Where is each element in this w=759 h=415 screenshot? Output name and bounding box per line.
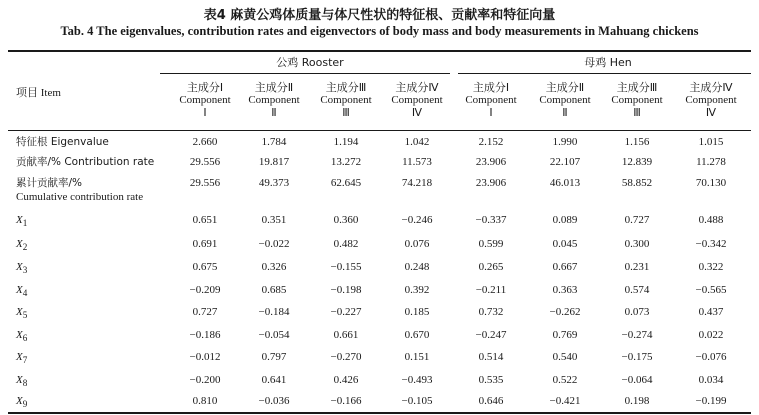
table-cell: −0.246 (401, 214, 433, 226)
table-cell: 0.488 (698, 214, 724, 226)
component-en-label: Component (465, 94, 517, 106)
component-en-label: Component (391, 94, 443, 106)
table-cell: 0.675 (192, 261, 218, 273)
component-roman-label: Ⅳ (411, 107, 423, 119)
variable-symbol: X (16, 261, 23, 273)
table-cell: 0.535 (478, 374, 504, 386)
table-cell: 23.906 (475, 156, 507, 168)
table-cell: 0.265 (478, 261, 504, 273)
component-cn-label: 主成分Ⅲ (325, 81, 367, 94)
table-cell: 0.360 (333, 214, 359, 226)
variable-subscript: 3 (22, 265, 28, 276)
table-cell: 0.326 (261, 261, 287, 273)
table-cell: 1.194 (333, 136, 359, 148)
variable-subscript: 9 (22, 399, 28, 410)
table-cell: 0.769 (552, 329, 578, 341)
rooster-underline (160, 73, 450, 74)
variable-subscript: 4 (22, 288, 28, 299)
row-label-text: 累计贡献率/% (16, 177, 83, 189)
row-label-text-2: Cumulative contribution rate (16, 191, 144, 203)
component-en-label: Component (179, 94, 231, 106)
table-cell: −0.155 (330, 261, 362, 273)
table-caption-cn: 表4 麻黄公鸡体质量与体尺性状的特征根、贡献率和特征向量 (203, 8, 556, 23)
table-cell: 0.045 (552, 238, 578, 250)
table-cell: 70.130 (695, 177, 727, 189)
variable-symbol: X (16, 351, 23, 363)
component-cn-label: 主成分Ⅱ (254, 81, 294, 94)
variable-symbol: X (16, 395, 23, 407)
variable-symbol: X (16, 374, 23, 386)
row-label (16, 305, 27, 322)
row-label (16, 260, 27, 277)
component-header (454, 81, 528, 120)
table-cell: −0.211 (475, 284, 507, 296)
row-label (16, 135, 109, 149)
component-roman-label: Ⅰ (489, 107, 493, 119)
table-cell: −0.262 (549, 306, 581, 318)
table-cell: 46.013 (549, 177, 581, 189)
table-cell: 0.661 (333, 329, 359, 341)
component-cn-label: 主成分Ⅳ (689, 81, 733, 94)
table-cell: 0.351 (261, 214, 287, 226)
table-cell: −0.209 (189, 284, 221, 296)
table-cell: 0.392 (404, 284, 430, 296)
component-en-label: Component (248, 94, 300, 106)
variable-symbol: X (16, 329, 23, 341)
table-cell: −0.337 (475, 214, 507, 226)
table-cell: 0.426 (333, 374, 359, 386)
table-cell: −0.227 (330, 306, 362, 318)
component-header (600, 81, 674, 120)
table-cell: 0.089 (552, 214, 578, 226)
table-cell: 13.272 (330, 156, 362, 168)
component-roman-label: Ⅰ (203, 107, 207, 119)
header-rule (8, 130, 751, 131)
table-cell: 0.482 (333, 238, 359, 250)
top-rule (8, 50, 751, 52)
table-cell: −0.184 (258, 306, 290, 318)
table-cell: 11.278 (696, 156, 726, 168)
table-cell: 0.691 (192, 238, 218, 250)
table-cell: 0.727 (624, 214, 650, 226)
table-cell: −0.054 (258, 329, 290, 341)
variable-symbol: X (16, 306, 23, 318)
table-cell: 0.034 (698, 374, 724, 386)
table-cell: 19.817 (258, 156, 290, 168)
table-cell: 0.248 (404, 261, 430, 273)
table-cell: 0.022 (698, 329, 724, 341)
component-roman-label: Ⅱ (271, 107, 277, 119)
table-cell: 1.015 (698, 136, 724, 148)
component-roman-label: Ⅱ (562, 107, 568, 119)
table-cell: −0.036 (258, 395, 290, 407)
table-cell: 0.646 (478, 395, 504, 407)
table-cell: 1.990 (552, 136, 578, 148)
table-cell: −0.022 (258, 238, 290, 250)
component-header (168, 81, 242, 120)
table-cell: −0.064 (621, 374, 653, 386)
table-cell: 11.573 (402, 156, 432, 168)
row-label (16, 213, 27, 230)
component-header (309, 81, 383, 120)
table-cell: 23.906 (475, 177, 507, 189)
table-cell: 1.042 (404, 136, 430, 148)
table-cell: 2.152 (478, 136, 504, 148)
component-cn-label: 主成分Ⅰ (186, 81, 224, 94)
table-cell: 0.514 (478, 351, 504, 363)
table-cell: −0.274 (621, 329, 653, 341)
component-en-label: Component (320, 94, 372, 106)
component-cn-label: 主成分Ⅰ (472, 81, 510, 94)
row-label (16, 237, 27, 254)
table-cell: −0.421 (549, 395, 581, 407)
bottom-rule (8, 412, 751, 414)
table-cell: 0.599 (478, 238, 504, 250)
component-roman-label: Ⅲ (342, 107, 350, 119)
table-cell: −0.342 (695, 238, 727, 250)
table-cell: 0.727 (192, 306, 218, 318)
table-cell: 0.322 (698, 261, 724, 273)
table-cell: 0.151 (404, 351, 430, 363)
table-cell: 1.156 (624, 136, 650, 148)
row-label (16, 155, 154, 169)
table-cell: 0.540 (552, 351, 578, 363)
table-cell: 0.797 (261, 351, 287, 363)
table-cell: 58.852 (621, 177, 653, 189)
table-cell: 0.641 (261, 374, 287, 386)
table-cell: 62.645 (330, 177, 362, 189)
table-cell: 22.107 (549, 156, 581, 168)
variable-subscript: 7 (22, 355, 28, 366)
table-cell: −0.199 (695, 395, 727, 407)
hen-underline (458, 73, 751, 74)
component-header (237, 81, 311, 120)
row-label (16, 176, 143, 204)
table-cell: 0.732 (478, 306, 504, 318)
variable-subscript: 6 (22, 333, 28, 344)
variable-symbol: X (16, 214, 23, 226)
variable-subscript: 2 (22, 242, 28, 253)
component-header (674, 81, 748, 120)
component-cn-label: 主成分Ⅲ (616, 81, 658, 94)
table-cell: 74.218 (401, 177, 433, 189)
row-label-text: 特征根 Eigenvalue (16, 136, 109, 148)
table-cell: 0.363 (552, 284, 578, 296)
row-label (16, 328, 27, 345)
table-cell: 49.373 (258, 177, 290, 189)
table-cell: −0.270 (330, 351, 362, 363)
table-cell: 0.574 (624, 284, 650, 296)
component-header (528, 81, 602, 120)
row-label (16, 394, 27, 411)
table-cell: 1.784 (261, 136, 287, 148)
table-caption-en: Tab. 4 The eigenvalues, contribution rates and eigenvectors of body mass and body measurements in Mahuang chickens (60, 24, 699, 38)
table-cell: 0.185 (404, 306, 430, 318)
hen-header: 母鸡 Hen (584, 56, 632, 69)
table-cell: 29.556 (189, 177, 221, 189)
variable-symbol: X (16, 284, 23, 296)
variable-subscript: 1 (22, 218, 28, 229)
row-label (16, 283, 27, 300)
table-cell: 0.198 (624, 395, 650, 407)
component-en-label: Component (685, 94, 737, 106)
table-cell: 0.437 (698, 306, 724, 318)
variable-subscript: 5 (22, 310, 28, 321)
rooster-header: 公鸡 Rooster (276, 56, 344, 69)
table-cell: −0.076 (695, 351, 727, 363)
table-cell: 0.231 (624, 261, 650, 273)
table-cell: 0.300 (624, 238, 650, 250)
table-cell: −0.186 (189, 329, 221, 341)
table-cell: 12.839 (621, 156, 653, 168)
variable-subscript: 8 (22, 378, 28, 389)
table-cell: 2.660 (192, 136, 218, 148)
row-label (16, 350, 27, 367)
table-cell: 0.670 (404, 329, 430, 341)
table-cell: −0.166 (330, 395, 362, 407)
item-header: 项目 Item (16, 87, 61, 99)
table-cell: 29.556 (189, 156, 221, 168)
table-cell: 0.522 (552, 374, 578, 386)
table-cell: −0.200 (189, 374, 221, 386)
table-cell: −0.175 (621, 351, 653, 363)
component-cn-label: 主成分Ⅳ (395, 81, 439, 94)
table-cell: 0.685 (261, 284, 287, 296)
row-label-text: 贡献率/% Contribution rate (16, 156, 155, 168)
table-cell: 0.667 (552, 261, 578, 273)
table-cell: 0.651 (192, 214, 218, 226)
component-en-label: Component (611, 94, 663, 106)
table-cell: −0.105 (401, 395, 433, 407)
table-cell: −0.198 (330, 284, 362, 296)
table-cell: 0.076 (404, 238, 430, 250)
table-cell: 0.073 (624, 306, 650, 318)
component-en-label: Component (539, 94, 591, 106)
table-cell: −0.247 (475, 329, 507, 341)
component-header (380, 81, 454, 120)
table-cell: −0.493 (401, 374, 433, 386)
component-roman-label: Ⅳ (705, 107, 717, 119)
component-cn-label: 主成分Ⅱ (545, 81, 585, 94)
component-roman-label: Ⅲ (633, 107, 641, 119)
variable-symbol: X (16, 238, 23, 250)
table-cell: 0.810 (192, 395, 218, 407)
table-cell: −0.565 (695, 284, 727, 296)
row-label (16, 373, 27, 390)
table-cell: −0.012 (189, 351, 221, 363)
